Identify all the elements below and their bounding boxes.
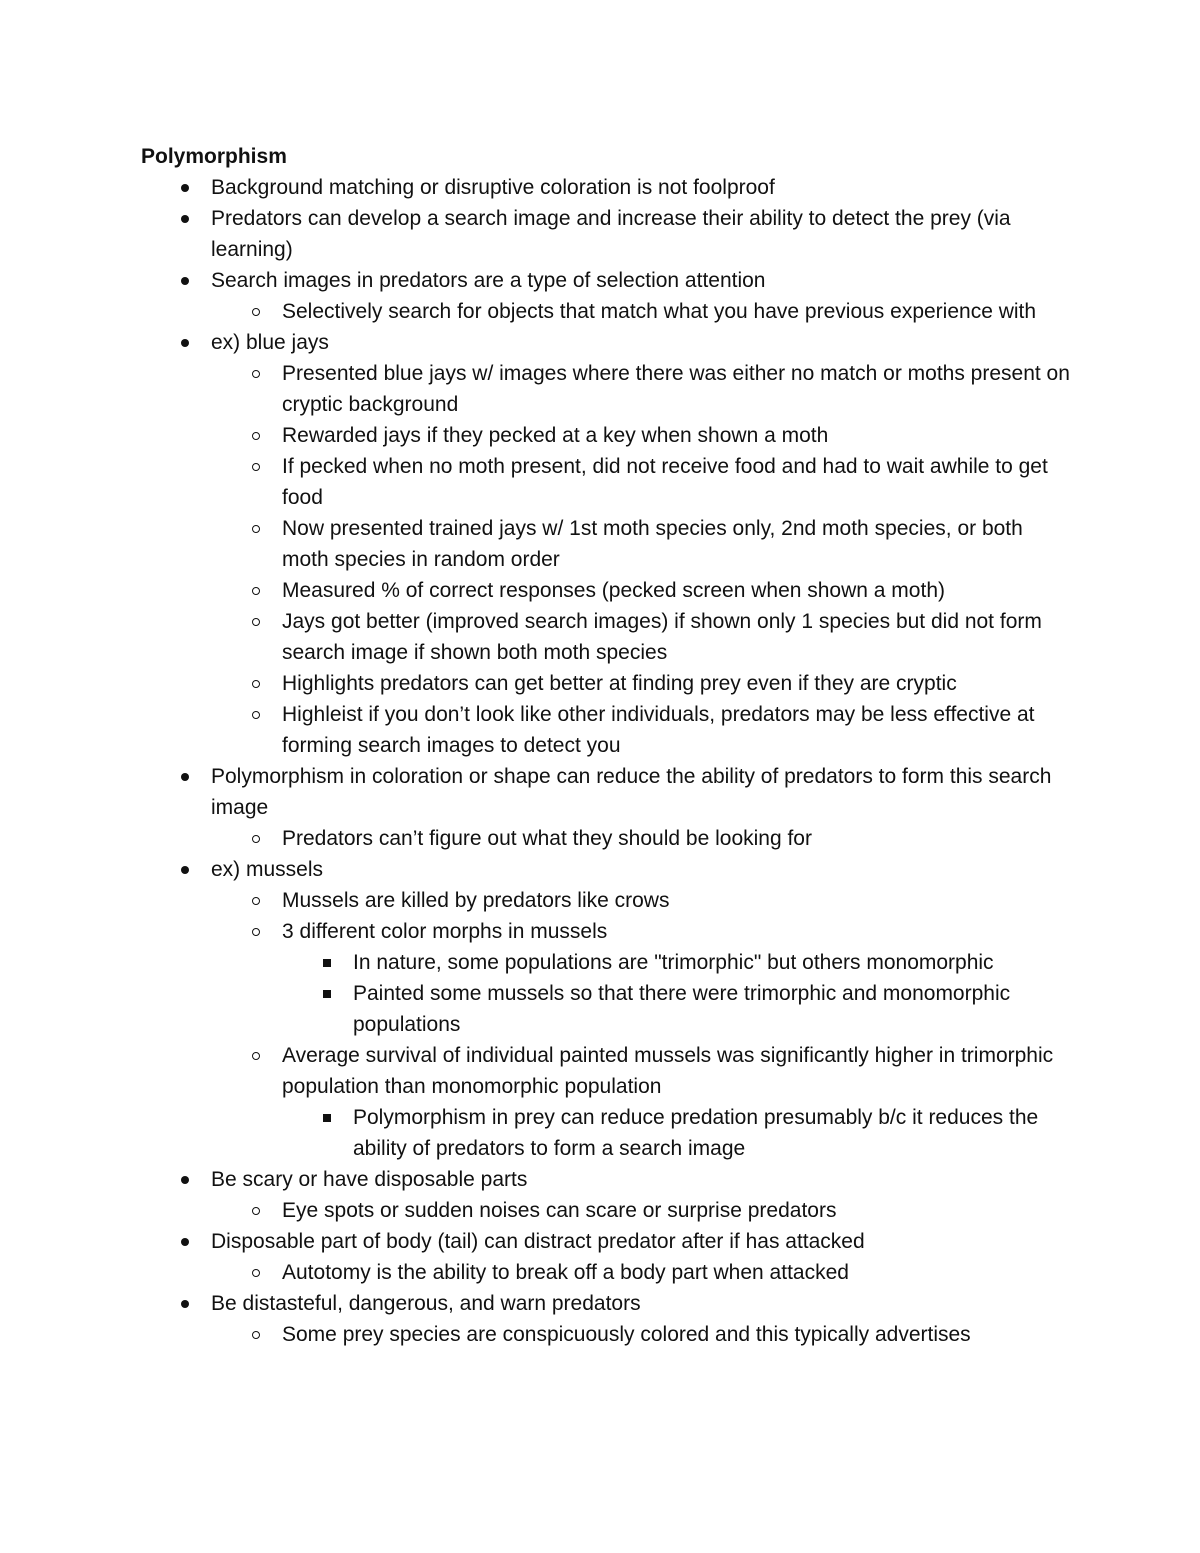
list-item-text: Be scary or have disposable parts: [211, 1168, 528, 1191]
list-item: [141, 761, 1071, 823]
bullet-circle-icon: [249, 668, 263, 699]
list-item: [141, 699, 1071, 761]
list-item: [141, 978, 1071, 1040]
list-item-text: 3 different color morphs in mussels: [282, 920, 608, 943]
bullet-circle-icon: [249, 420, 263, 451]
list-item: [141, 885, 1071, 916]
list-item-text: Predators can’t figure out what they should be looking for: [282, 827, 812, 850]
bullet-circle-icon: [249, 885, 263, 916]
list-item: [141, 172, 1071, 203]
list-item-text: Some prey species are conspicuously colored and this typically advertises: [282, 1323, 971, 1346]
bullet-circle-icon: [249, 606, 263, 637]
bullet-disc-icon: [178, 172, 192, 203]
list-item: [141, 1040, 1071, 1102]
list-item: [141, 203, 1071, 265]
list-item: [141, 1319, 1071, 1350]
bullet-square-icon: [320, 947, 334, 978]
list-item: [141, 823, 1071, 854]
list-item: [141, 1195, 1071, 1226]
list-item: [141, 1102, 1071, 1164]
bullet-disc-icon: [178, 1288, 192, 1319]
bullet-disc-icon: [178, 854, 192, 885]
list-item-text: Average survival of individual painted mussels was significantly higher in trimorphic population than monomorphic population: [282, 1044, 1054, 1098]
list-item: [141, 606, 1071, 668]
list-item: [141, 420, 1071, 451]
bullet-circle-icon: [249, 699, 263, 730]
list-item: [141, 296, 1071, 327]
page-title: Polymorphism: [141, 145, 287, 168]
list-item: [141, 327, 1071, 358]
list-item-text: Eye spots or sudden noises can scare or surprise predators: [282, 1199, 837, 1222]
list-item-text: Presented blue jays w/ images where there was either no match or moths present on cryptic background: [282, 362, 1070, 416]
list-item-text: Painted some mussels so that there were trimorphic and monomorphic populations: [353, 982, 1011, 1036]
list-item-text: Selectively search for objects that match what you have previous experience with: [282, 300, 1037, 323]
list-item-text: Disposable part of body (tail) can distract predator after if has attacked: [211, 1230, 865, 1253]
bullet-circle-icon: [249, 1319, 263, 1350]
list-item: [141, 1164, 1071, 1195]
list-item: [141, 947, 1071, 978]
list-item: [141, 916, 1071, 947]
list-item: [141, 668, 1071, 699]
list-item-text: If pecked when no moth present, did not receive food and had to wait awhile to get food: [282, 455, 1048, 509]
list-item: [141, 1226, 1071, 1257]
list-item-text: Rewarded jays if they pecked at a key when shown a moth: [282, 424, 829, 447]
list-item-text: In nature, some populations are "trimorphic" but others monomorphic: [353, 951, 994, 974]
list-item: [141, 1257, 1071, 1288]
bullet-square-icon: [320, 1102, 334, 1133]
bullet-disc-icon: [178, 1226, 192, 1257]
list-item: [141, 451, 1071, 513]
bullet-circle-icon: [249, 1040, 263, 1071]
bullet-circle-icon: [249, 1195, 263, 1226]
list-item-text: Measured % of correct responses (pecked screen when shown a moth): [282, 579, 945, 602]
list-item-text: ex) mussels: [211, 858, 324, 881]
bullet-disc-icon: [178, 761, 192, 792]
list-item-text: ex) blue jays: [211, 331, 329, 354]
bullet-circle-icon: [249, 916, 263, 947]
list-item-text: Search images in predators are a type of selection attention: [211, 269, 766, 292]
list-item-text: Highlights predators can get better at finding prey even if they are cryptic: [282, 672, 957, 695]
list-item: [141, 1288, 1071, 1319]
bullet-disc-icon: [178, 327, 192, 358]
list-item: [141, 854, 1071, 885]
list-item: [141, 513, 1071, 575]
notes-content: [141, 141, 1071, 1350]
bullet-circle-icon: [249, 296, 263, 327]
bullet-square-icon: [320, 978, 334, 1009]
list-item-text: Polymorphism in prey can reduce predation presumably b/c it reduces the ability of predators to form a search image: [353, 1106, 1039, 1160]
bullet-disc-icon: [178, 265, 192, 296]
list-item: [141, 575, 1071, 606]
bullet-circle-icon: [249, 575, 263, 606]
bullet-circle-icon: [249, 358, 263, 389]
list-item: [141, 358, 1071, 420]
list-item-text: Predators can develop a search image and increase their ability to detect the prey (via learning): [211, 207, 1011, 261]
list-item-text: Be distasteful, dangerous, and warn predators: [211, 1292, 641, 1315]
list-item-text: Jays got better (improved search images) if shown only 1 species but did not form search image if shown both moth species: [282, 610, 1042, 664]
bullet-disc-icon: [178, 1164, 192, 1195]
bullet-circle-icon: [249, 1257, 263, 1288]
list-item-text: Highleist if you don’t look like other individuals, predators may be less effective at forming search images to detect you: [282, 703, 1035, 757]
bullet-disc-icon: [178, 203, 192, 234]
list-item: [141, 265, 1071, 296]
bullet-circle-icon: [249, 823, 263, 854]
bullet-circle-icon: [249, 513, 263, 544]
list-item-text: Polymorphism in coloration or shape can reduce the ability of predators to form this search image: [211, 765, 1052, 819]
list-item-text: Now presented trained jays w/ 1st moth species only, 2nd moth species, or both moth species in random order: [282, 517, 1023, 571]
list-item-text: Autotomy is the ability to break off a body part when attacked: [282, 1261, 849, 1284]
notes-list: [141, 172, 1071, 1350]
list-item-text: Background matching or disruptive coloration is not foolproof: [211, 176, 775, 199]
bullet-circle-icon: [249, 451, 263, 482]
list-item-text: Mussels are killed by predators like crows: [282, 889, 670, 912]
